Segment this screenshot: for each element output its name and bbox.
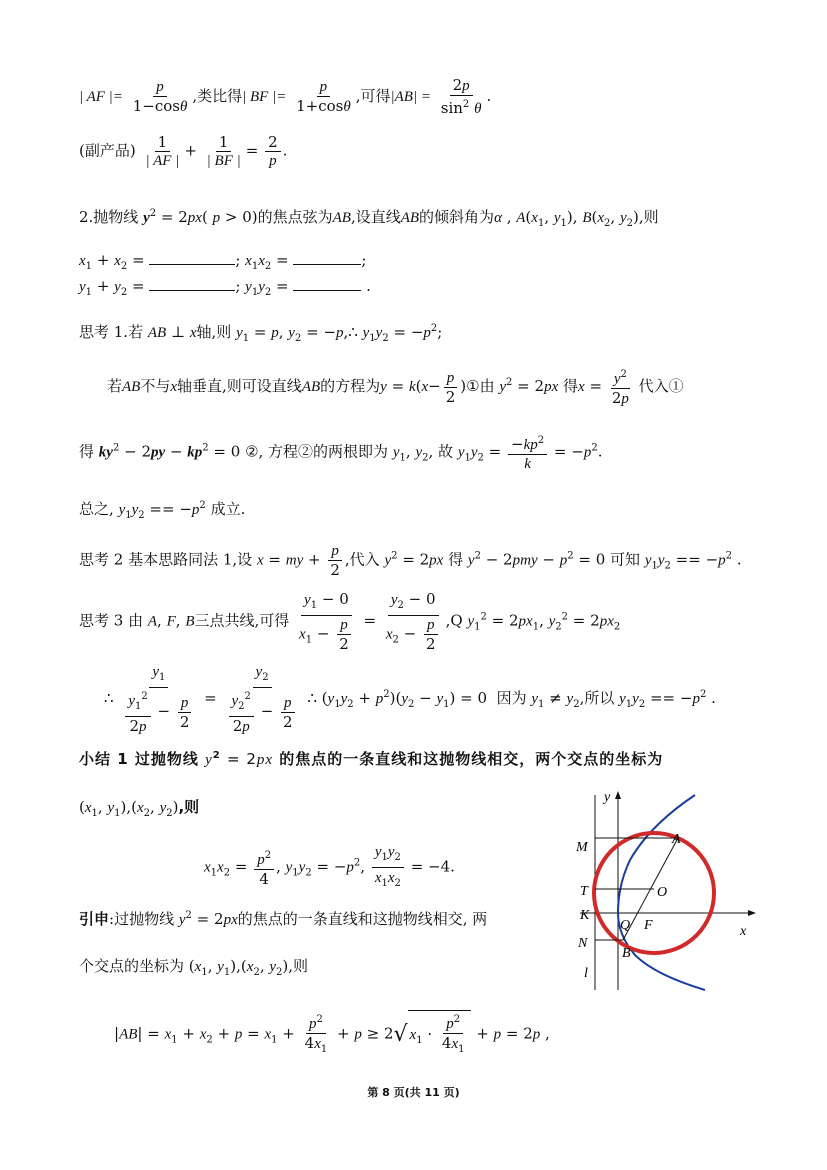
summary-1-formula: $x_1x_2$ = $\frac{p^2}{4}$ , $y_1y_2 = -p^2$, $\frac{y_1y_2}{x_1x_2}$ = −4. (204, 844, 455, 889)
label-x: x (740, 924, 747, 939)
label-T: T (580, 884, 588, 899)
label-N: N (578, 936, 588, 951)
formula-line-byproduct: (副产品) $\frac{1}{| AF |}$ + $\frac{1}{| BF |}$ = $\frac{2}{p}$ . (79, 133, 288, 169)
page-footer: 第 8 页(共 11 页) (367, 1086, 460, 1099)
label-F: F (644, 918, 653, 933)
label-M: M (576, 840, 588, 855)
label-O-center: O (657, 885, 668, 900)
focal-chord-circle (594, 833, 714, 953)
think-2: 思考 2 基本思路同法 1,设 x = my + $\frac{p}{2}$ ,代入 $y^2 = 2px$ 得 $y^2 - 2pmy - p^2 = 0$ 可知 $y_1y_2 == -p^2$ . (79, 543, 742, 579)
extension-2: 个交点的坐标为 ($x_1$, $y_1),(x_2$, $y_2$),则 (79, 957, 309, 978)
think-3-derivation: ∴ $y_1$ $\frac{y_1^2}{2p}$ − $\frac{p}{2}$ = $y_2$ $\frac{y_2^2}{2p}$ − $\frac{p}{2}$ ∴ $(y_1y_2 + p^2)(y_2 - y_1) = 0$ 因为 $y_1 \ne y_2$,所以 $y_1y_2 == -p^2$ . (104, 664, 716, 735)
formula-line-af: | AF |= $\frac{p}{1-\cos\theta}$ ,类比得| BF |= $\frac{p}{1+\cos\theta}$ ,可得|AB| = $\frac{2p}{\sin^2 \theta}$ . (79, 76, 492, 117)
label-B: B (622, 946, 631, 961)
think-1-case: 若AB不与x轴垂直,则可设直线AB的方程为y = k(x− $\frac{p}{2}$ )①由 $y^2 = 2px$ 得x = $\frac{y^2}{2p}$ 代入① (107, 366, 684, 408)
blank-line-y: $y_1 + y_2$ = ; $y_1y_2$ = . (79, 277, 371, 298)
extension-1: 引申:过抛物线 $y^2 = 2px$的焦点的一条直线和这抛物线相交, 两 (79, 910, 488, 928)
label-y: y (604, 790, 611, 805)
problem-2-statement: 2.抛物线 $y^2 = 2px$( p > 0)的焦点弦为AB,设直线AB的倾斜角为α , $A(x_1$, $y_1$), $B(x_2$, $y_2$),则 (79, 208, 659, 229)
summary-1-points: ($x_1$, $y_1),(x_2$, $y_2$),则 (79, 798, 200, 819)
label-K: K (580, 908, 590, 923)
label-Q: Q (620, 918, 631, 933)
label-l: l (584, 966, 588, 981)
think-1: 思考 1.若 AB ⊥ x轴,则 $y_1 = p$, $y_2$ = −p,∴ $y_1y_2 = -p^2$; (79, 323, 443, 344)
blank-line-x: $x_1 + x_2$ = ; $x_1x_2$ = ; (79, 251, 367, 272)
think-3: 思考 3 由 A, F, B三点共线,可得 $y_1 - 0$ $x_1$ − $\frac{p}{2}$ = $y_2 - 0$ $x_2$ − $\frac{p}{2}$ ,Q $y_1^2 = 2px_1$, $y_2^2 = 2px_2$ (79, 590, 621, 653)
extension-formula: $|AB| = x_1 + x_2 + p = x_1$ + $\frac{p^2}{4x_1}$ + p ≥ 2√ $x_1$ · $\frac{p^2}{4x_1}$ + p = 2p , (114, 1010, 550, 1059)
parabola-focal-chord-figure (560, 785, 760, 995)
summary-1: 小结 1 过抛物线 $y^2 = 2px$ 的焦点的一条直线和这抛物线相交，两个交点的坐标为 (79, 750, 664, 768)
summary-conclusion: 总之, $y_1y_2 == -p^2$ 成立. (79, 500, 246, 521)
label-A: A (672, 832, 681, 847)
think-1-result: 得 $ky^2 - 2py - kp^2 = 0$ ②, 方程②的两根即为 $y_1$, $y_2$, 故 $y_1y_2$ = $\frac{-kp^2}{k}$ = $-p^2$. (79, 432, 602, 473)
